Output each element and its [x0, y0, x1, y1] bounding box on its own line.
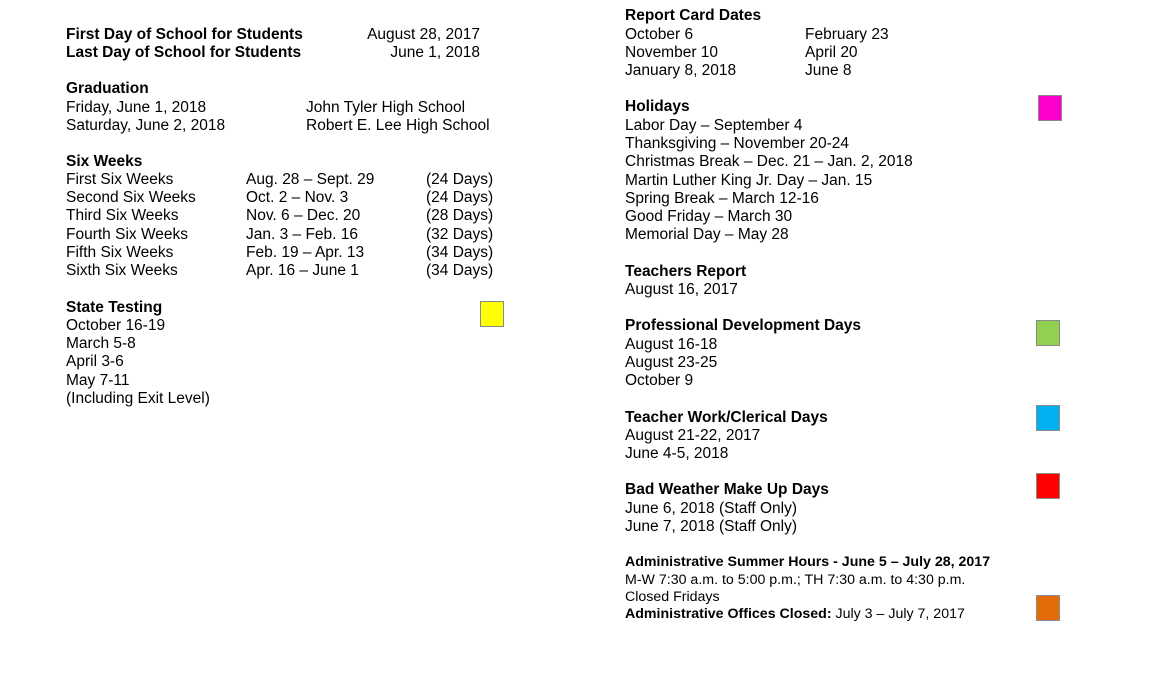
- holidays-list: [625, 117, 913, 244]
- teacher-work-title: Teacher Work/Clerical Days: [625, 409, 828, 426]
- six-weeks-day-count: (34 Days): [426, 261, 494, 279]
- teachers-report-date: August 16, 2017: [625, 281, 738, 298]
- graduation-schools: [306, 99, 490, 135]
- six-weeks-title: Six Weeks: [66, 153, 143, 170]
- admin-offices-closed-dates: July 3 – July 7, 2017: [835, 606, 965, 622]
- admin-summer-hours: M-W 7:30 a.m. to 5:00 p.m.; TH 7:30 a.m. to 4:30 p.m.: [625, 572, 966, 588]
- report-card-col2: [805, 26, 889, 81]
- state-testing-item: March 5-8: [66, 335, 136, 353]
- six-weeks-range: Apr. 16 – June 1: [246, 261, 359, 279]
- pd-days-title: Professional Development Days: [625, 317, 862, 334]
- six-weeks-range: Nov. 6 – Dec. 20: [246, 207, 361, 225]
- bad-weather-color-swatch: [1036, 473, 1060, 499]
- state-testing-item: May 7-11: [66, 371, 130, 389]
- holidays-color-swatch: [1038, 95, 1062, 121]
- report-card-title: Report Card Dates: [625, 7, 762, 24]
- first-day-date: August 28, 2017: [367, 26, 480, 43]
- pd-days-color-swatch: [1036, 320, 1060, 346]
- holiday-item: Christmas Break – Dec. 21 – Jan. 2, 2018: [625, 153, 913, 171]
- teachers-report-title: Teachers Report: [625, 263, 747, 280]
- graduation-date: Saturday, June 2, 2018: [66, 117, 226, 135]
- six-weeks-name: Third Six Weeks: [66, 207, 179, 225]
- holiday-item: Martin Luther King Jr. Day – Jan. 15: [625, 171, 873, 189]
- pd-days-list: [625, 336, 717, 391]
- teacher-work-item: June 4-5, 2018: [625, 445, 729, 463]
- six-weeks-name: Fourth Six Weeks: [66, 225, 189, 243]
- six-weeks-days: [426, 171, 493, 280]
- state-testing-title: State Testing: [66, 299, 163, 316]
- pd-day-item: August 23-25: [625, 354, 718, 372]
- state-testing-color-swatch: [480, 301, 504, 327]
- report-card-date: April 20: [805, 44, 858, 62]
- graduation-title: Graduation: [66, 80, 149, 97]
- teacher-work-color-swatch: [1036, 405, 1060, 431]
- state-testing-item: (Including Exit Level): [66, 389, 210, 407]
- report-card-date: November 10: [625, 44, 719, 62]
- six-weeks-name: Sixth Six Weeks: [66, 261, 178, 279]
- report-card-date: February 23: [805, 26, 889, 43]
- six-weeks-day-count: (32 Days): [426, 225, 494, 243]
- teacher-work-item: August 21-22, 2017: [625, 427, 761, 444]
- graduation-school: John Tyler High School: [306, 99, 466, 116]
- report-card-date: October 6: [625, 26, 694, 43]
- six-weeks-names: [66, 171, 196, 280]
- six-weeks-range: Aug. 28 – Sept. 29: [246, 171, 375, 188]
- report-card-col1: [625, 26, 736, 81]
- pd-day-item: October 9: [625, 372, 694, 390]
- six-weeks-day-count: (28 Days): [426, 207, 494, 225]
- pd-day-item: August 16-18: [625, 336, 718, 353]
- six-weeks-range: Jan. 3 – Feb. 16: [246, 225, 359, 243]
- holiday-item: Labor Day – September 4: [625, 117, 803, 134]
- admin-offices-closed: [625, 606, 965, 623]
- graduation-date: Friday, June 1, 2018: [66, 99, 207, 116]
- six-weeks-day-count: (24 Days): [426, 171, 494, 188]
- report-card-date: June 8: [805, 62, 852, 80]
- six-weeks-range: Oct. 2 – Nov. 3: [246, 189, 349, 207]
- six-weeks-name: Fifth Six Weeks: [66, 243, 174, 261]
- six-weeks-name: Second Six Weeks: [66, 189, 196, 207]
- six-weeks-day-count: (24 Days): [426, 189, 494, 207]
- last-day-date: June 1, 2018: [390, 44, 480, 61]
- report-card-date: January 8, 2018: [625, 62, 737, 80]
- bad-weather-item: June 7, 2018 (Staff Only): [625, 518, 798, 536]
- graduation-dates: [66, 99, 225, 135]
- state-testing-item: April 3-6: [66, 353, 124, 371]
- first-day-label: First Day of School for Students: [66, 26, 303, 43]
- state-testing-item: October 16-19: [66, 317, 166, 334]
- admin-closed-fridays: Closed Fridays: [625, 589, 720, 605]
- last-day-label: Last Day of School for Students: [66, 44, 302, 61]
- holidays-title: Holidays: [625, 98, 690, 115]
- bad-weather-item: June 6, 2018 (Staff Only): [625, 500, 798, 517]
- six-weeks-range: Feb. 19 – Apr. 13: [246, 243, 365, 261]
- bad-weather-list: [625, 500, 797, 536]
- holiday-item: Memorial Day – May 28: [625, 226, 789, 244]
- admin-summer-color-swatch: [1036, 595, 1060, 621]
- holiday-item: Spring Break – March 12-16: [625, 189, 819, 207]
- holiday-item: Thanksgiving – November 20-24: [625, 135, 850, 153]
- admin-summer-title: Administrative Summer Hours - June 5 – July 28, 2017: [625, 554, 991, 570]
- state-testing-list: [66, 317, 210, 408]
- graduation-school: Robert E. Lee High School: [306, 117, 490, 135]
- six-weeks-day-count: (34 Days): [426, 243, 494, 261]
- teacher-work-list: [625, 427, 760, 463]
- holiday-item: Good Friday – March 30: [625, 207, 793, 225]
- admin-offices-closed-label: Administrative Offices Closed:: [625, 606, 832, 622]
- six-weeks-name: First Six Weeks: [66, 171, 174, 188]
- teachers-report-list: [625, 281, 738, 299]
- six-weeks-ranges: [246, 171, 374, 280]
- bad-weather-title: Bad Weather Make Up Days: [625, 481, 829, 498]
